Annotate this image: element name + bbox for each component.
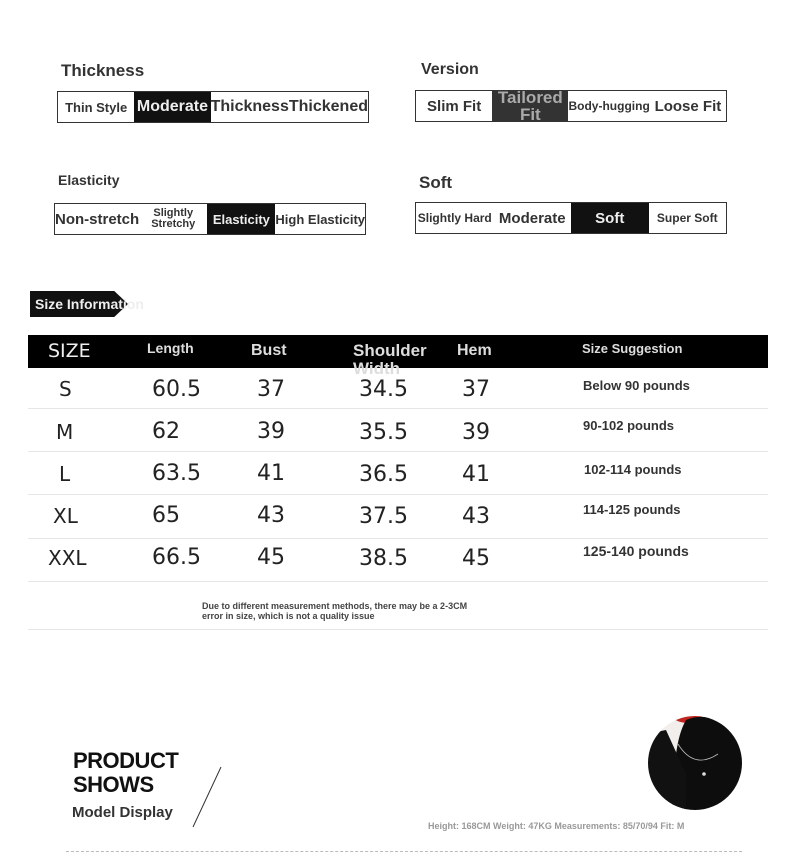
cell-bust: 37 [257, 377, 285, 402]
row-divider [28, 581, 768, 582]
cell-bust: 41 [257, 461, 285, 486]
version-title: Version [421, 61, 479, 78]
thickness-option-moderate: Moderate [134, 92, 210, 122]
version-option-tailored: Tailored Fit [492, 91, 568, 121]
cell-shoulder: 38.5 [359, 546, 408, 571]
cell-shoulder: 34.5 [359, 377, 408, 402]
elasticity-option-elasticity: Elasticity [207, 204, 275, 234]
cell-suggestion: 102-114 pounds [584, 462, 682, 477]
soft-option-slightly-hard: Slightly Hard [417, 211, 492, 225]
header-hem: Hem [457, 342, 492, 359]
version-scale [415, 90, 727, 122]
size-information-label: Size Information [35, 296, 144, 312]
soft-option-super-soft: Super Soft [656, 211, 718, 225]
cell-length: 66.5 [152, 545, 201, 570]
cell-shoulder: 36.5 [359, 462, 408, 487]
product-title-line1: PRODUCT [73, 748, 179, 773]
header-shoulder-width: Shoulder Width [353, 341, 427, 378]
header-size-suggestion: Size Suggestion [582, 341, 683, 356]
cell-bust: 39 [257, 419, 285, 444]
note-divider [28, 629, 768, 630]
cell-hem: 41 [462, 462, 490, 487]
cell-size: M [56, 420, 74, 444]
cell-length: 60.5 [152, 377, 201, 402]
header-bust: Bust [251, 342, 287, 359]
soft-scale [415, 202, 727, 234]
elasticity-title: Elasticity [58, 172, 120, 188]
thickness-option-thickened: Thickened [288, 98, 368, 115]
cell-hem: 37 [462, 377, 490, 402]
thickness-title: Thickness [61, 61, 145, 80]
cell-size: S [59, 377, 72, 401]
measurement-note: Due to different measurement methods, there may be a 2-3CM error in size, which is not a quality issue [202, 601, 468, 621]
row-divider [28, 538, 768, 539]
row-divider [28, 451, 768, 452]
thickness-option-thickness: Thickness [210, 98, 289, 115]
cell-bust: 43 [257, 503, 285, 528]
row-divider [28, 408, 768, 409]
row-divider [28, 494, 768, 495]
product-shows-title [73, 749, 178, 797]
slash-divider [190, 765, 224, 829]
cell-suggestion: 114-125 pounds [583, 502, 681, 517]
soft-option-moderate: Moderate [498, 209, 566, 227]
cell-length: 65 [152, 503, 180, 528]
elasticity-option-non-stretch: Non-stretch [55, 210, 140, 228]
header-length: Length [147, 340, 194, 356]
bottom-dashed-divider [66, 851, 742, 852]
model-photo [646, 714, 744, 812]
header-size: SIZE [48, 340, 91, 362]
product-title-line2: SHOWS [73, 772, 154, 797]
version-option-loose: Loose Fit [654, 97, 722, 115]
elasticity-option-high: High Elasticity [275, 211, 365, 227]
cell-hem: 45 [462, 546, 490, 571]
cell-suggestion: Below 90 pounds [583, 378, 690, 393]
model-info: Height: 168CM Weight: 47KG Measurements: 85/70/94 Fit: M [428, 821, 685, 831]
elasticity-scale [54, 203, 366, 235]
cell-size: L [59, 462, 71, 486]
cell-shoulder: 35.5 [359, 420, 408, 445]
cell-length: 62 [152, 419, 180, 444]
cell-shoulder: 37.5 [359, 504, 408, 529]
cell-hem: 43 [462, 504, 490, 529]
model-display-subtitle: Model Display [72, 804, 173, 821]
version-option-slim: Slim Fit [427, 97, 482, 115]
cell-bust: 45 [257, 545, 285, 570]
thickness-scale [57, 91, 369, 123]
cell-size: XL [53, 504, 78, 528]
cell-size: XXL [48, 546, 87, 570]
cell-suggestion: 125-140 pounds [583, 543, 689, 559]
thickness-option-thin: Thin Style [65, 99, 128, 115]
version-option-body-hugging: Body-hugging [568, 99, 650, 113]
soft-option-soft: Soft [571, 203, 649, 233]
cell-suggestion: 90-102 pounds [583, 418, 675, 433]
soft-title: Soft [419, 173, 453, 192]
cell-hem: 39 [462, 420, 490, 445]
elasticity-option-slightly-stretchy: Slightly Stretchy [151, 207, 196, 230]
cell-length: 63.5 [152, 461, 201, 486]
